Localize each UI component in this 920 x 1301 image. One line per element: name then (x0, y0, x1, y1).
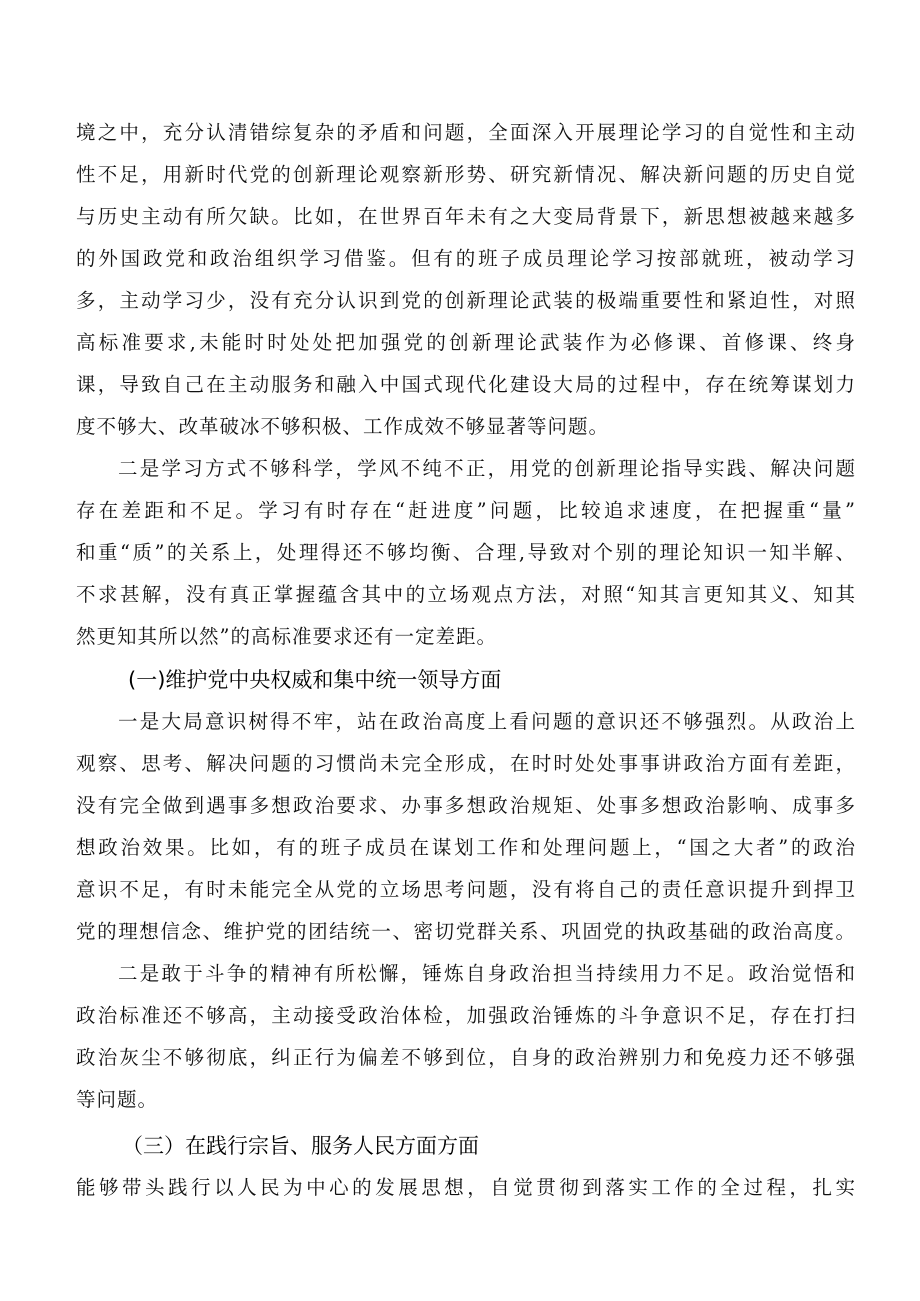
paragraph-3-line-2: 观察、思考、解决问题的习惯尚未完全形成，在时时处处事事讲政治方面有差距， (76, 752, 856, 775)
section-heading-1: (一)维护党中央权威和集中统一领导方面 (128, 668, 502, 692)
paragraph-1-line-7: 课，导致自己在主动服务和融入中国式现代化建设大局的过程中，存在统筹谋划力 (76, 373, 856, 396)
paragraph-2-line-3: 和重“质”的关系上，处理得还不够均衡、合理,导致对个别的理论知识一知半解、 (76, 541, 856, 564)
paragraph-1-line-3: 与历史主动有所欠缺。比如，在世界百年未有之大变局背景下，新思想被越来越多 (76, 205, 856, 228)
paragraph-1-line-4: 的外国政党和政治组织学习借鉴。但有的班子成员理论学习按部就班，被动学习 (76, 247, 856, 270)
paragraph-4-line-1: 二是敢于斗争的精神有所松懈，锤炼自身政治担当持续用力不足。政治觉悟和 (118, 962, 856, 985)
paragraph-3-line-6: 党的理想信念、维护党的团结统一、密切党群关系、巩固党的执政基础的政治高度。 (76, 920, 856, 943)
paragraph-1-line-5: 多，主动学习少，没有充分认识到党的创新理论武装的极端重要性和紧迫性，对照 (76, 289, 856, 312)
paragraph-2-line-4: 不求甚解，没有真正掌握蕴含其中的立场观点方法，对照“知其言更知其义、知其 (76, 583, 856, 606)
paragraph-3-line-1: 一是大局意识树得不牢，站在政治高度上看问题的意识还不够强烈。从政治上 (118, 710, 856, 733)
paragraph-3-line-5: 意识不足，有时未能完全从党的立场思考问题，没有将自己的责任意识提升到捍卫 (76, 878, 856, 901)
paragraph-2-line-5: 然更知其所以然”的高标准要求还有一定差距。 (76, 625, 497, 648)
paragraph-2-line-1: 二是学习方式不够科学，学风不纯不正，用党的创新理论指导实践、解决问题 (118, 457, 856, 480)
paragraph-3-line-3: 没有完全做到遇事多想政治要求、办事多想政治规矩、处事多想政治影响、成事多 (76, 794, 856, 817)
section-heading-3: （三）在践行宗旨、服务人民方面方面 (122, 1134, 479, 1158)
paragraph-1-line-8: 度不够大、改革破冰不够积极、工作成效不够显著等问题。 (76, 415, 610, 438)
paragraph-5-line-1: 能够带头践行以人民为中心的发展思想，自觉贯彻到落实工作的全过程，扎实 (76, 1176, 856, 1199)
paragraph-4-line-3: 政治灰尘不够彻底，纠正行为偏差不够到位，自身的政治辨别力和免疫力还不够强 (76, 1046, 856, 1069)
paragraph-1-line-2: 性不足，用新时代党的创新理论观察新形势、研究新情况、解决新问题的历史自觉 (76, 163, 856, 186)
paragraph-3-line-4: 想政治效果。比如，有的班子成员在谋划工作和处理问题上，“国之大者”的政治 (76, 836, 856, 859)
paragraph-4-line-4: 等问题。 (76, 1088, 159, 1111)
paragraph-2-line-2: 存在差距和不足。学习有时存在“赶进度”问题，比较追求速度，在把握重“量” (76, 499, 856, 522)
paragraph-4-line-2: 政治标准还不够高，主动接受政治体检，加强政治锤炼的斗争意识不足，存在打扫 (76, 1004, 856, 1027)
paragraph-1-line-6: 高标准要求,未能时时处处把加强党的创新理论武装作为必修课、首修课、终身 (76, 331, 856, 354)
paragraph-1-line-1: 境之中，充分认清错综复杂的矛盾和问题，全面深入开展理论学习的自觉性和主动 (76, 121, 856, 144)
